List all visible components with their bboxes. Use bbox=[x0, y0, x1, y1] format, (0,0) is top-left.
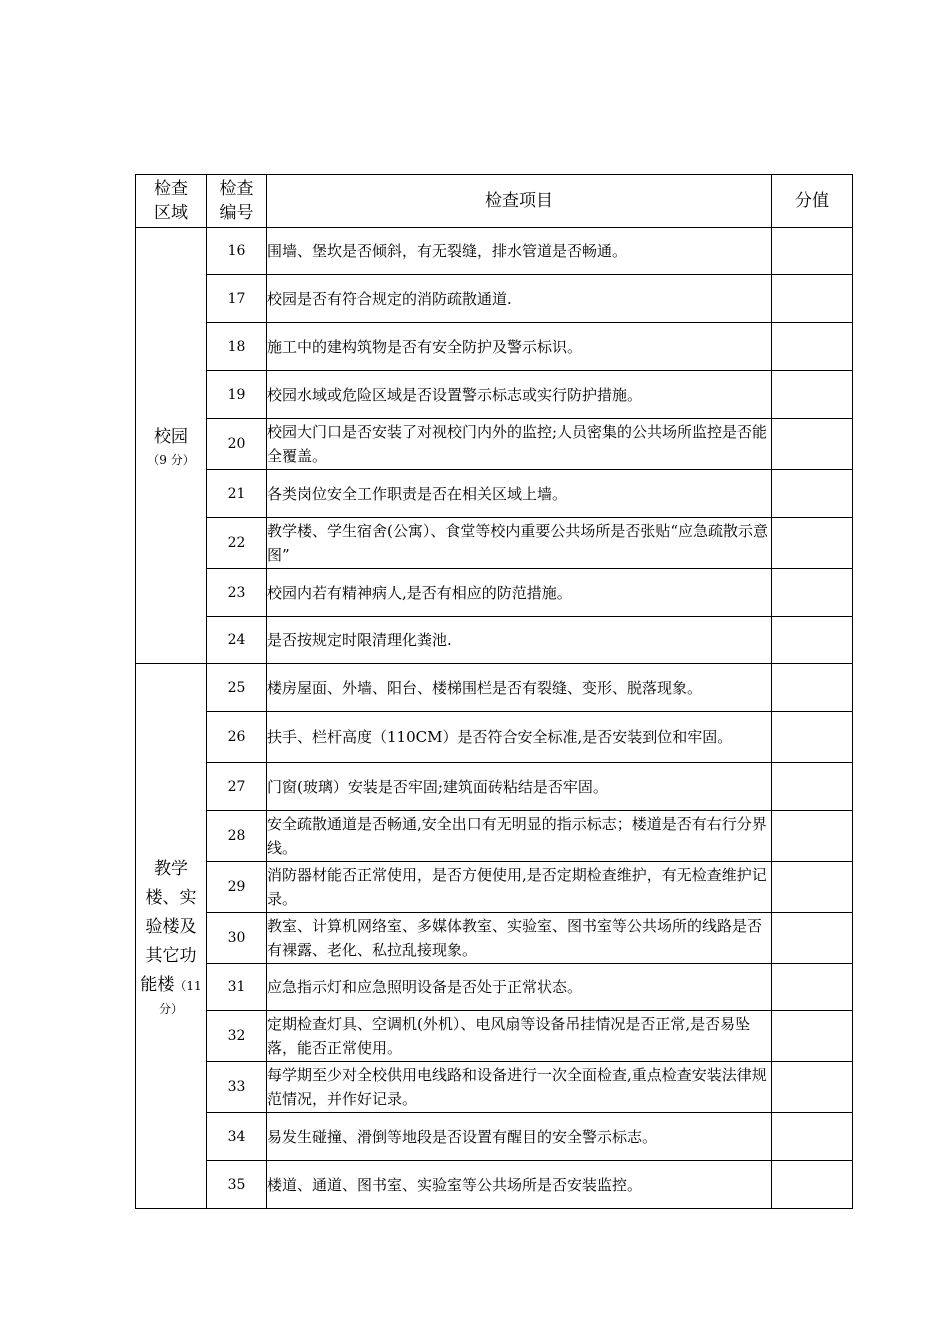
table-header-row bbox=[136, 175, 853, 228]
item-text: 应急指示灯和应急照明设备是否处于正常状态。 bbox=[267, 964, 772, 1011]
item-number: 23 bbox=[207, 569, 267, 617]
item-number: 30 bbox=[207, 913, 267, 964]
score-cell[interactable] bbox=[772, 664, 853, 712]
table-row bbox=[136, 470, 853, 518]
table-row bbox=[136, 275, 853, 323]
table-row bbox=[136, 811, 853, 862]
score-cell[interactable] bbox=[772, 228, 853, 275]
table-row bbox=[136, 964, 853, 1011]
item-text: 安全疏散通道是否畅通,安全出口有无明显的指示标志；楼道是否有右行分界线。 bbox=[267, 811, 772, 862]
score-cell[interactable] bbox=[772, 419, 853, 470]
item-number: 16 bbox=[207, 228, 267, 275]
item-text: 校园内若有精神病人,是否有相应的防范措施。 bbox=[267, 569, 772, 617]
score-cell[interactable] bbox=[772, 323, 853, 371]
item-text: 门窗(玻璃）安装是否牢固;建筑面砖粘结是否牢固。 bbox=[267, 763, 772, 811]
item-text: 每学期至少对全校供用电线路和设备进行一次全面检查,重点检查安装法律规范情况，并作好记录。 bbox=[267, 1062, 772, 1113]
item-text: 是否按规定时限清理化粪池. bbox=[267, 617, 772, 664]
header-area: 检查 区域 bbox=[136, 175, 207, 228]
item-number: 24 bbox=[207, 617, 267, 664]
item-number: 33 bbox=[207, 1062, 267, 1113]
item-text: 楼道、通道、图书室、实验室等公共场所是否安装监控。 bbox=[267, 1161, 772, 1209]
table-row bbox=[136, 763, 853, 811]
score-cell[interactable] bbox=[772, 763, 853, 811]
item-number: 21 bbox=[207, 470, 267, 518]
table-row bbox=[136, 712, 853, 763]
item-number: 29 bbox=[207, 862, 267, 913]
score-cell[interactable] bbox=[772, 862, 853, 913]
table-row bbox=[136, 569, 853, 617]
table-row bbox=[136, 419, 853, 470]
score-cell[interactable] bbox=[772, 617, 853, 664]
header-score: 分值 bbox=[772, 175, 853, 228]
item-text: 校园是否有符合规定的消防疏散通道. bbox=[267, 275, 772, 323]
table-row bbox=[136, 617, 853, 664]
item-number: 32 bbox=[207, 1011, 267, 1062]
score-cell[interactable] bbox=[772, 1161, 853, 1209]
item-text: 校园大门口是否安装了对视校门内外的监控;人员密集的公共场所监控是否能全覆盖。 bbox=[267, 419, 772, 470]
score-cell[interactable] bbox=[772, 1062, 853, 1113]
table-row bbox=[136, 1161, 853, 1209]
area-name: 校园 bbox=[154, 427, 188, 447]
item-number: 27 bbox=[207, 763, 267, 811]
table-row bbox=[136, 1011, 853, 1062]
score-cell[interactable] bbox=[772, 569, 853, 617]
table-row bbox=[136, 323, 853, 371]
table-row bbox=[136, 518, 853, 569]
area-cell-campus bbox=[136, 228, 207, 664]
score-cell[interactable] bbox=[772, 712, 853, 763]
item-text: 扶手、栏杆高度（110CM）是否符合安全标准,是否安装到位和牢固。 bbox=[267, 712, 772, 763]
item-number: 28 bbox=[207, 811, 267, 862]
item-text: 楼房屋面、外墙、阳台、楼梯围栏是否有裂缝、变形、脱落现象。 bbox=[267, 664, 772, 712]
table-row bbox=[136, 1062, 853, 1113]
item-text: 易发生碰撞、滑倒等地段是否设置有醒目的安全警示标志。 bbox=[267, 1113, 772, 1161]
score-cell[interactable] bbox=[772, 1113, 853, 1161]
item-text: 消防器材能否正常使用，是否方便使用,是否定期检查维护，有无检查维护记录。 bbox=[267, 862, 772, 913]
item-text: 教学楼、学生宿舍(公寓）、食堂等校内重要公共场所是否张贴“应急疏散示意图” bbox=[267, 518, 772, 569]
item-number: 20 bbox=[207, 419, 267, 470]
table-row bbox=[136, 862, 853, 913]
item-number: 31 bbox=[207, 964, 267, 1011]
score-cell[interactable] bbox=[772, 913, 853, 964]
item-number: 17 bbox=[207, 275, 267, 323]
score-cell[interactable] bbox=[772, 470, 853, 518]
score-cell[interactable] bbox=[772, 811, 853, 862]
score-cell[interactable] bbox=[772, 275, 853, 323]
score-cell[interactable] bbox=[772, 371, 853, 419]
item-number: 18 bbox=[207, 323, 267, 371]
area-points: （9 分） bbox=[147, 453, 195, 467]
item-number: 34 bbox=[207, 1113, 267, 1161]
header-item: 检查项目 bbox=[267, 175, 772, 228]
score-cell[interactable] bbox=[772, 1011, 853, 1062]
table-row bbox=[136, 913, 853, 964]
item-text: 教室、计算机网络室、多媒体教室、实验室、图书室等公共场所的线路是否有裸露、老化、私拉乱接现象。 bbox=[267, 913, 772, 964]
area-cell-buildings: 教学 楼、实 验楼及 其它功 能楼（11 分） bbox=[136, 664, 207, 1209]
inspection-table bbox=[135, 174, 853, 1209]
item-number: 19 bbox=[207, 371, 267, 419]
item-text: 围墙、堡坎是否倾斜，有无裂缝，排水管道是否畅通。 bbox=[267, 228, 772, 275]
table-row bbox=[136, 1113, 853, 1161]
item-number: 22 bbox=[207, 518, 267, 569]
score-cell[interactable] bbox=[772, 518, 853, 569]
table-row bbox=[136, 371, 853, 419]
header-number: 检查 编号 bbox=[207, 175, 267, 228]
item-text: 各类岗位安全工作职责是否在相关区域上墙。 bbox=[267, 470, 772, 518]
table-row bbox=[136, 664, 853, 712]
item-number: 35 bbox=[207, 1161, 267, 1209]
score-cell[interactable] bbox=[772, 964, 853, 1011]
item-text: 施工中的建构筑物是否有安全防护及警示标识。 bbox=[267, 323, 772, 371]
item-text: 校园水域或危险区域是否设置警示标志或实行防护措施。 bbox=[267, 371, 772, 419]
item-number: 26 bbox=[207, 712, 267, 763]
item-number: 25 bbox=[207, 664, 267, 712]
item-text: 定期检查灯具、空调机(外机）、电风扇等设备吊挂情况是否正常,是否易坠落，能否正常使用。 bbox=[267, 1011, 772, 1062]
table-row bbox=[136, 228, 853, 275]
